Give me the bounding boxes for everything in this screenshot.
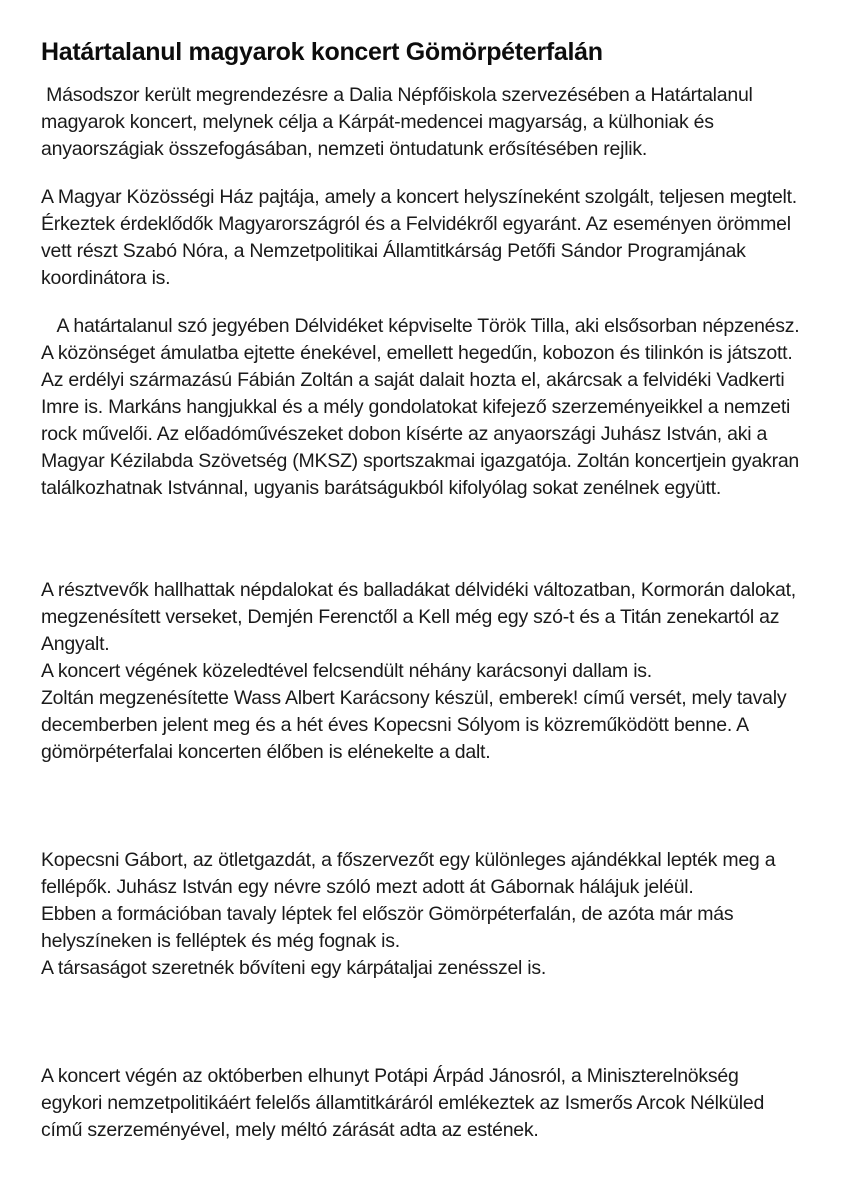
blank-line [41, 820, 804, 847]
document-title: Határtalanul magyarok koncert Gömörpéterfalán [41, 38, 603, 66]
blank-line [41, 550, 804, 577]
blank-line [41, 523, 804, 550]
blank-line [41, 793, 804, 820]
paragraph: Másodszor került megrendezésre a Dalia Népfőiskola szervezésében a Határtalanul magyarok koncert, melynek célja a Kárpát-medencei magyarság, a külhoniak és anyaországiak összefogásában, nemzeti öntudatunk erősítésében rejlik. [41, 84, 758, 160]
paragraph-container [41, 82, 804, 1144]
paragraph: Ebben a formációban tavaly léptek fel először Gömörpéterfalán, de azóta már más helyszíneken is felléptek és még fognak is. [41, 903, 739, 952]
paragraph: A társaságot szeretnék bővíteni egy kárpátaljai zenésszel is. [41, 957, 547, 979]
paragraph: A koncert végén az októberben elhunyt Potápi Árpád Jánosról, a Miniszterelnökség egykori nemzetpolitikáért felelős államtitkáráról emlékeztek az Ismerős Arcok Nélküled című szerzeményével, mely méltó zárását adta az estének. [41, 1065, 770, 1141]
blank-line [41, 1036, 804, 1063]
paragraph: Kopecsni Gábort, az ötletgazdát, a főszervezőt egy különleges ajándékkal lepték meg a fellépők. Juhász István egy névre szóló mezt adott át Gábornak hálájuk jeléül. [41, 849, 781, 898]
paragraph: A résztvevők hallhattak népdalokat és balladákat délvidéki változatban, Kormorán dalokat, megzenésített verseket, Demjén Ferenctől a Kell még egy szó-t és a Titán zenekartól az Angyalt. [41, 579, 802, 655]
paragraph: A határtalanul szó jegyében Délvidéket képviselte Török Tilla, aki elsősorban népzenész. A közönséget ámulatba ejtette énekével, emellett hegedűn, kobozon és tilinkón is játszott. Az erdélyi származású Fábián Zoltán a saját dalait hozta el, akárcsak a felvidéki Vadkerti Imre is. Markáns hangjukkal és a mély gondolatokat kifejező szerzeményeikkel a nemzeti rock művelői. Az előadóművészeket dobon kísérte az anyaországi Juhász István, aki a Magyar Kézilabda Szövetség (MKSZ) sportszakmai igazgatója. Zoltán koncertjein gyakran találkozhatnak Istvánnal, ugyanis barátságukból kifolyólag sokat zenélnek együtt. [41, 315, 805, 499]
blank-line [41, 1009, 804, 1036]
paragraph: A koncert végének közeledtével felcsendült néhány karácsonyi dallam is. [41, 660, 652, 682]
blank-line [41, 982, 804, 1009]
paragraph: A Magyar Közösségi Ház pajtája, amely a koncert helyszíneként szolgált, teljesen megtelt. Érkeztek érdeklődők Magyarországról és a Felvidékről egyaránt. Az eseményen örömmel vett részt Szabó Nóra, a Nemzetpolitikai Államtitkárság Petőfi Sándor Programjának koordinátora is. [41, 186, 803, 289]
blank-line [41, 766, 804, 793]
paragraph: Zoltán megzenésítette Wass Albert Karácsony készül, emberek! című versét, mely tavaly decemberben jelent meg és a hét éves Kopecsni Sólyom is közreműködött benne. A gömörpéterfalai koncerten élőben is elénekelte a dalt. [41, 687, 792, 763]
